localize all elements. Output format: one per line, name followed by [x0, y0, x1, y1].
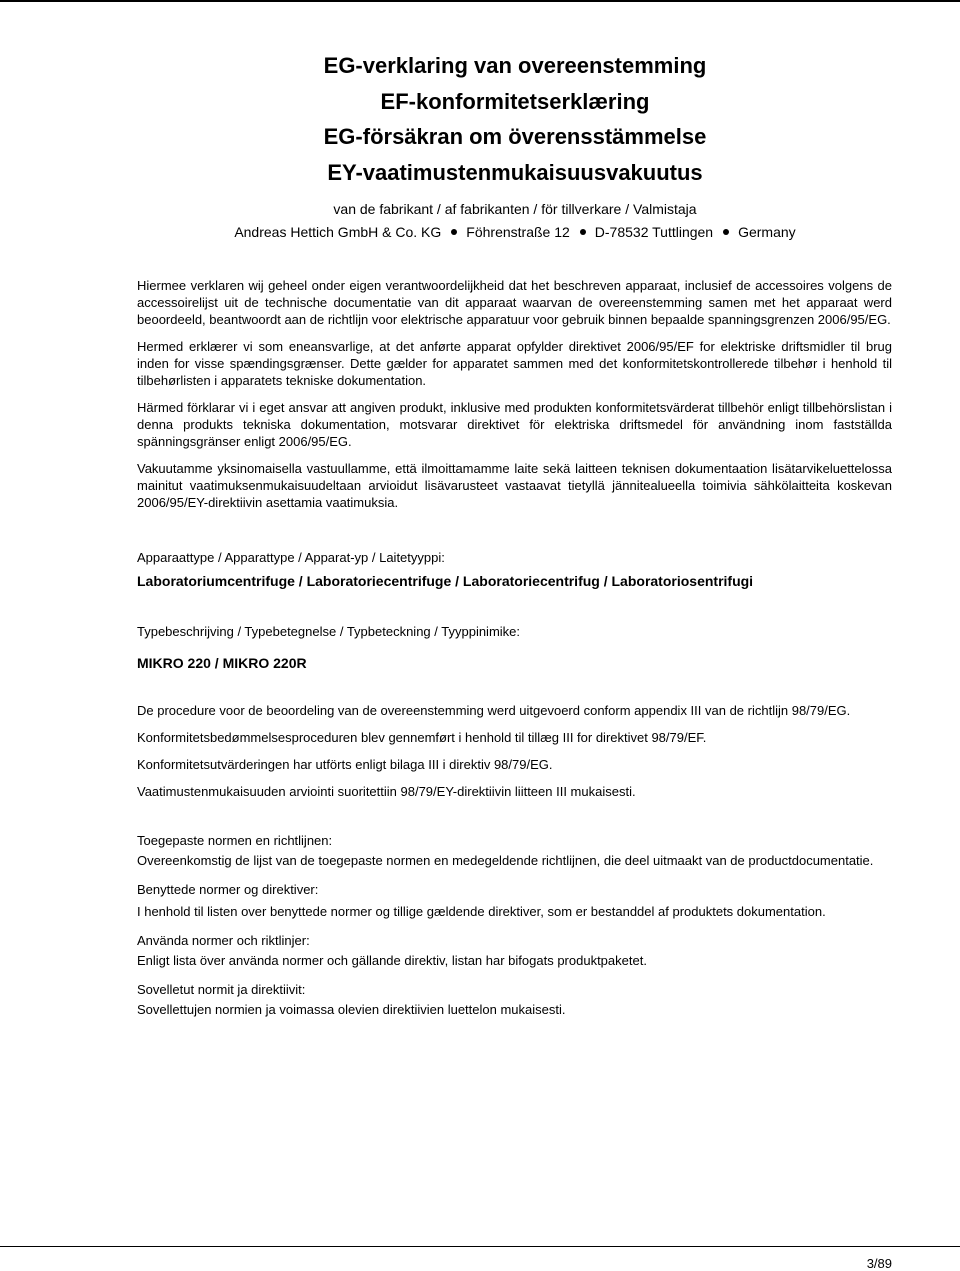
- type-description-value: MIKRO 220 / MIKRO 220R: [137, 655, 307, 671]
- title-fi: EY-vaatimustenmukaisuusvakuutus: [327, 159, 703, 185]
- address-line: [0, 224, 960, 240]
- title-nl: EG-verklaring van overeenstemming: [323, 53, 707, 78]
- norms-fi-text: Sovellettujen normien ja voimassa olevien direktiivien luettelon mukaisesti.: [137, 1002, 566, 1017]
- norms-sv-label: Använda normer och riktlinjer:: [137, 933, 310, 948]
- bottom-rule: [0, 1246, 960, 1247]
- title-da: EF-konformitetserklæring: [380, 88, 650, 114]
- declaration-nl: Hiermee verklaren wij geheel onder eigen verantwoordelijkheid dat het beschreven apparaat, inclusief de accessoires volgens de accessoirelijst uit de technische documentatie van dit apparaat waarvan de overeenstemming samen met het apparaat werd beoordeeld, beantwoordt aan de richtlijn voor elektrische apparatuur voor gebruik binnen bepaalde spanningsgrenzen 2006/95/EG.: [137, 278, 892, 327]
- procedure-da: Konformitetsbedømmelsesproceduren blev gennemført i henhold til tillæg III for direktivet 98/79/EF.: [137, 730, 707, 745]
- type-description-label: Typebeschrijving / Typebetegnelse / Typbeteckning / Tyyppinimike:: [137, 624, 521, 639]
- procedure-nl: De procedure voor de beoordeling van de overeenstemming werd uitgevoerd conform appendix III van de richtlijn 98/79/EG.: [137, 703, 851, 718]
- manufacturer-line: van de fabrikant / af fabrikanten / för tillverkare / Valmistaja: [333, 201, 697, 217]
- bullet-icon: [723, 229, 729, 235]
- bullet-icon: [580, 229, 586, 235]
- company-name: Andreas Hettich GmbH & Co. KG: [234, 224, 442, 240]
- norms-da-text: I henhold til listen over benyttede normer og tillige gældende direktiver, som er bestanddel af produktets dokumentation.: [137, 904, 826, 919]
- declaration-sv: Härmed förklarar vi i eget ansvar att angiven produkt, inklusive med produkten konformitetsvärderat tillbehör enligt tillbehörslistan i denna produkts tekniska dokumentation, motsvarar direktivet för elektriska driftsmedel för användning inom fastställda spänningsgränser enligt 2006/95/EG.: [137, 400, 892, 449]
- city: D-78532 Tuttlingen: [594, 224, 714, 240]
- top-rule: [0, 0, 960, 2]
- title-block: [0, 48, 960, 190]
- document-body: [137, 277, 892, 1018]
- country: Germany: [738, 224, 796, 240]
- street: Föhrenstraße 12: [466, 224, 570, 240]
- declaration-da: Hermed erklærer vi som eneansvarlige, at det anførte apparat opfylder direktivet 2006/95/EF for elektriske driftsmidler til brug inden for visse spændingsgrænser. Dette gælder for apparatet sammen med det konformitetskontrollerede tilbehør i henhold til tilbehørlisten i apparatets tekniske dokumentation.: [137, 339, 892, 388]
- declaration-fi: Vakuutamme yksinomaisella vastuullamme, että ilmoittamamme laite sekä laitteen teknisen dokumentaation lisätarvikeluettelossa mainitut vaatimuksenmukaisuudeltaan arvioidut lisävarusteet vastaavat tietyllä jännitealueella toimivia sähkölaitteita koskevan 2006/95/EY-direktiivin asettamia vaatimuksia.: [137, 461, 892, 510]
- procedure-sv: Konformitetsutvärderingen har utförts enligt bilaga III i direktiv 98/79/EG.: [137, 757, 553, 772]
- norms-sv-text: Enligt lista över använda normer och gällande direktiv, listan har bifogats produktpaketet.: [137, 953, 647, 968]
- bullet-icon: [451, 229, 457, 235]
- device-type-label: Apparaattype / Apparattype / Apparat-yp / Laitetyyppi:: [137, 550, 445, 565]
- norms-da-label: Benyttede normer og direktiver:: [137, 882, 319, 897]
- norms-fi-label: Sovelletut normit ja direktiivit:: [137, 982, 306, 997]
- norms-nl-label: Toegepaste normen en richtlijnen:: [137, 833, 333, 848]
- page-number: 3/89: [866, 1256, 892, 1271]
- title-sv: EG-försäkran om överensstämmelse: [323, 124, 707, 149]
- device-type-value: Laboratoriumcentrifuge / Laboratoriecentrifuge / Laboratoriecentrifug / Laboratoriosentrifugi: [137, 573, 754, 589]
- norms-nl-text: Overeenkomstig de lijst van de toegepaste normen en medegeldende richtlijnen, die deel uitmaakt van de productdocumentatie.: [137, 853, 874, 868]
- procedure-fi: Vaatimustenmukaisuuden arviointi suoritettiin 98/79/EY-direktiivin liitteen III mukaisesti.: [137, 784, 636, 799]
